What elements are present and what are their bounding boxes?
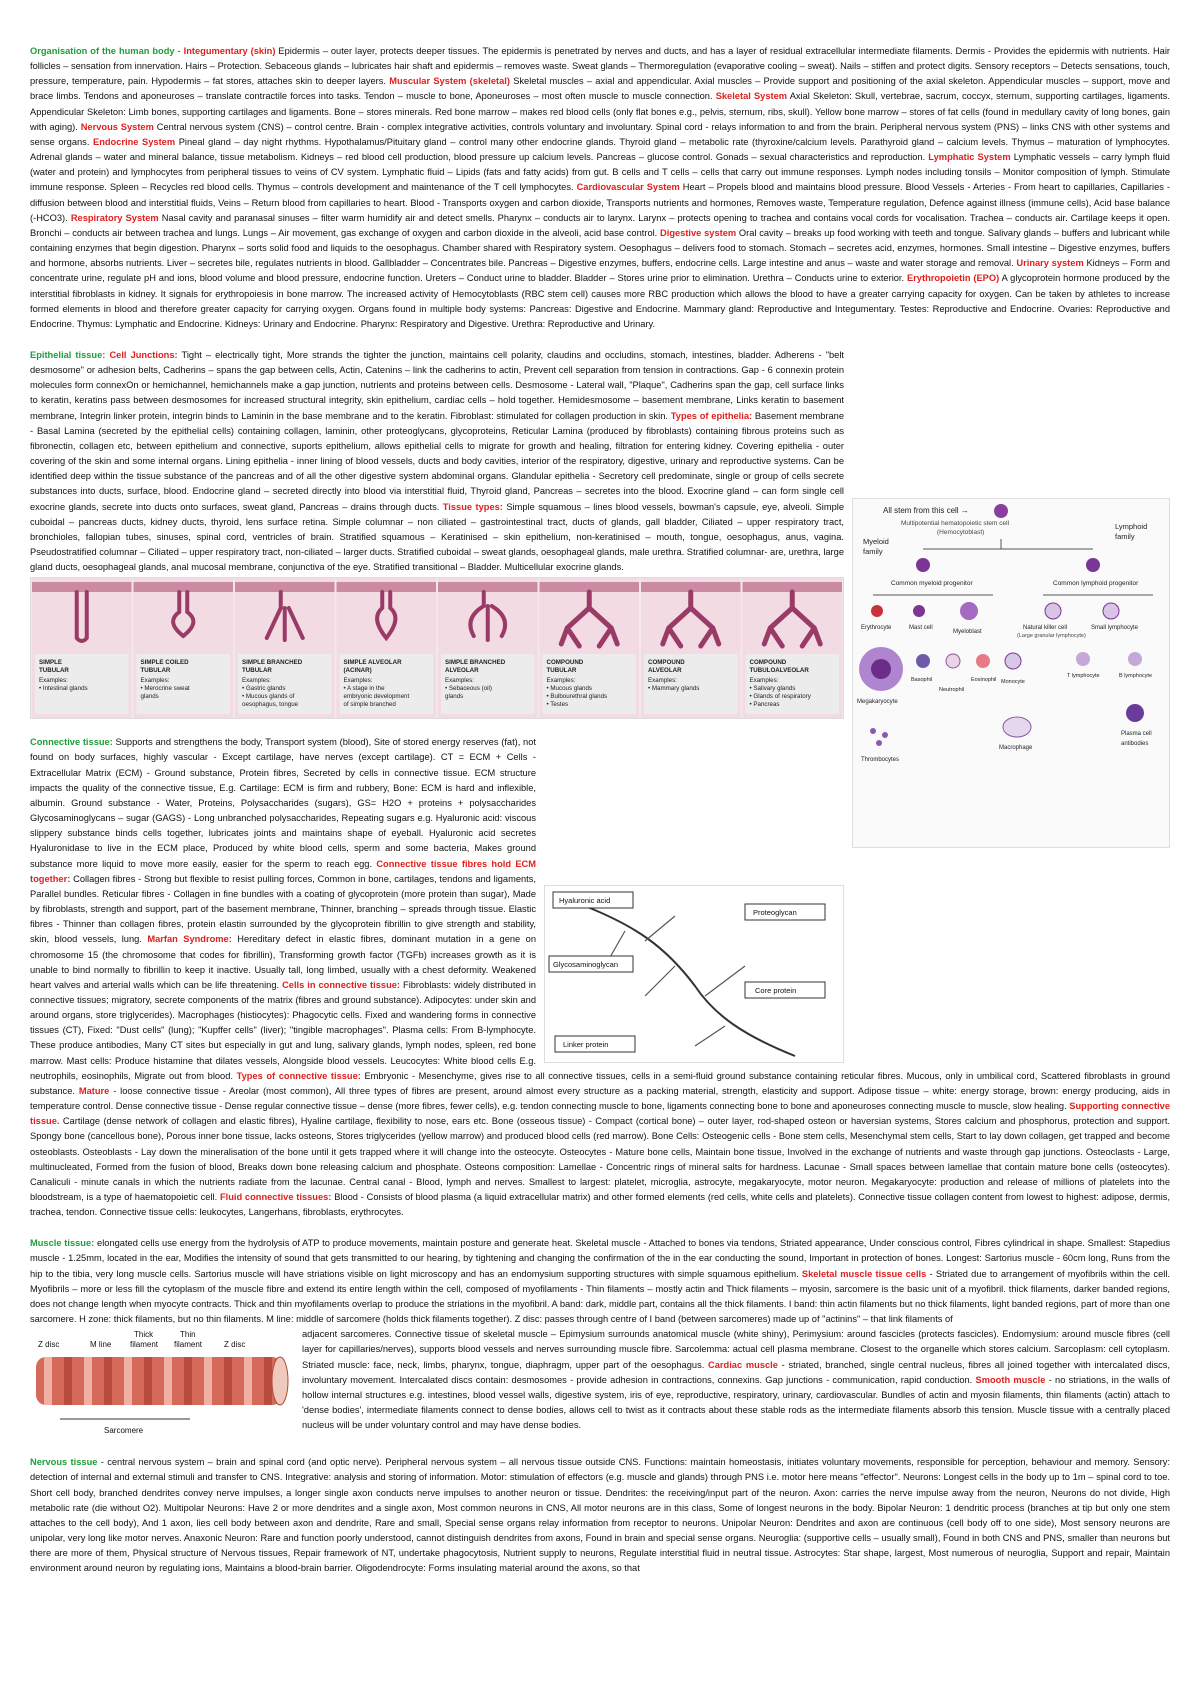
- neutrophil-icon: [946, 654, 960, 668]
- mast-label: Mast cell: [909, 624, 933, 631]
- subheading: Marfan Syndrome:: [147, 934, 232, 945]
- organisation-paragraph: Organisation of the human body - Integumentary (skin) Epidermis – outer layer, protects deeper tissues. The epidermis is penetrated by nerves and ducts, and has a layer of residual extracellular intermediate filaments. Dermis - Provides the epidermis with nutrients. Hair follicles – sensation from innervation. Hairs – Protection. Sebaceous glands – lubricates hair shaft and epidermis – removes waste. Sweat glands – Thermoregulation (evaporative cooling – sweat). Nails – stiffen and protect digits. Sensory receptors – Detects sensations, touch, pressure, temperature, pain. Hypodermis – fat stores, attaches skin to deeper layers. Muscular System (skeletal) Skeletal muscles – axial and appendicular. Axial muscles – Provide support and positioning of the axial skeleton. Appendicular muscles – support, move and brace limbs. Tendons and aponeuroses – translate contractile forces into tasks. Tendon – muscle to bone, Aponeuroses – most often muscle to muscle connection. Skeletal System Axial Skeleton: Skull, vertebrae, sacrum, coccyx, sternum, supporting cartilages, ligaments. Appendicular Skeleton: Limb bones, supporting cartilages and ligaments. Bone – stores minerals. Red bone marrow – makes red blood cells (only flat bones e.g., pelvis, sternum, ribs, skull). Yellow bone marrow – stores of fat cells (found in medullary cavity of long bones, gain with aging). Nervous System Central nervous system (CNS) – control centre. Brain - complex integrative activities, controls voluntary and involuntary. Spinal cord - relays information to and from the brain. Peripheral nervous system (PNS) – links CNS with other systems and sense organs. Endocrine System Pineal gland – day night rhythms. Hypothalamus/Pituitary gland – control many other endocrine glands. Thyroid gland – metabolic rate (thyroxine/calcium levels. Parathyroid gland – calcium levels. Thymus – maturation of lymphocytes. Adrenal glands – water and mineral balance, tissue metabolism. Kidneys – red blood cell production, blood pressure up calcium levels. Pancreas – glucose control. Gonads – sexual characteristics and reproduction. Lymphatic System Lymphatic vessels – carry lymph fluid (water and protein) and lymphocytes from peripheral tissues to veins of CV system. Lymphatic fluid – Lipids (fats and fatty acids) from gut. B cells and T cells – cells that carry out immune responses. Lymph nodes including tonsils – Monitor composition of lymph. Stimulate immune response. Spleen – Recycles red blood cells. Thymus – controls development and maintenance of the T cell lymphocytes. Cardiovascular System Heart – Propels blood and maintains blood pressure. Blood Vessels - Arteries - From heart to capillaries, Capillaries - diffusion between blood and interstitial fluids, Veins – Return blood from capillaries to heart. Blood - Transports oxygen and carbon dioxide, Transports nutrients and hormones, Removes waste, Temperature regulation, Defence against illness (immune cells), Acid base balance (-HCO3). Respiratory System Nasal cavity and paranasal sinuses – filter warm humidify air and detect smells. Pharynx – conducts air to larynx. Larynx – protects opening to trachea and contains vocal cords for vocalisation. Trachea – conducts air. Cartilage keeps it open. Bronchi – conducts air between trachea and lungs. Lungs – Air movement, gas exchange of oxygen and carbon dioxide in the alveoli, acid base control. Digestive system Oral cavity – breaks up food working with teeth and tongue. Salivary glands – buffers and lubricant while containing enzymes that begin digestion. Pharynx – sorts solid food and liquids to the oesophagus. Chamber shared with Respiratory system. Oesophagus – delivers food to stomach. Stomach – secretes acid, enzymes, hormones. Small intestine – Digestive enzymes, buffers and hormone, absorbs nutrients. Liver – secretes bile, regulates nutrients in blood. Gallbladder – Concentrates bile. Pancreas – Digestive enzymes, buffers, endocrine cells. Large intestine and anus – waste and water storage and removal. Urinary system Kidneys – Form and concentrate urine, regulate pH and ions, blood volume and blood pressure, endocrine function. Ureters – Conduct urine to bladder. Bladder – Stores urine prior to elimination. Urethra – Conducts urine to exterior. Erythropoietin (EPO) A glycoprotein hormone produced by the interstitial fibroblasts in kidney. It signals for erythropoiesis in bone marrow. The increased activity of Hemocytoblasts (RBC stem cell) causes more RBC production which allows the blood to have a greater carrying capacity for oxygen. Can be taken by athletes to increase formed elements in blood and therefore greater capacity for carrying oxygen. Organs found in multiple body systems: Pancreas: Digestive and Endocrine. Mammary gland: Reproductive and Integumentary. Testes: Reproductive and Endocrine. Ovaries: Reproductive and Endocrine. Thymus: Lymphatic and Endocrine. Kidneys: Urinary and Endocrine. Pharynx: Respiratory and Digestive. Urethra: Reproductive and Urinary.: [30, 46, 1171, 329]
- gland-subtitle: ALVEOLAR: [648, 667, 682, 675]
- gland-example: embryonic development: [343, 693, 410, 701]
- cmp-label: Common myeloid progenitor: [891, 579, 973, 587]
- body-text: - loose connective tissue - Areolar (most common), All three types of fibres are present, around almost every structure as a packing material, strength, elasticity and support. Adipose tissue – white: energy storage, brown: energy producing, aids in temperature control. Dense connective tissue - Dense regular connective tissue – dense (more fibres, fewer cells), e.g. tendon connecting muscle to bone, ligaments connecting bone to bone and aponeuroses connecting muscle to muscle, slow healing.: [30, 1085, 1170, 1112]
- gland-panel: [134, 578, 234, 718]
- gland-examples-label: Examples:: [546, 677, 576, 685]
- eosinophil-icon: [976, 654, 990, 668]
- myeloid-progenitor-icon: [916, 558, 930, 572]
- subheading: Cells in connective tissue:: [282, 979, 401, 990]
- subheading: Fluid connective tissues:: [219, 1192, 332, 1202]
- epithelium-strip: [134, 582, 234, 592]
- subheading: Cardiac muscle: [708, 1359, 778, 1370]
- gland-subtitle: TUBULOALVEOLAR: [749, 667, 809, 675]
- megakaryocyte-label: Megakaryocyte: [857, 698, 898, 705]
- gland-subtitle: (ACINAR): [343, 667, 372, 675]
- t-lymph-label: T lymphocyte: [1067, 672, 1100, 679]
- subheading: Endocrine System: [93, 136, 176, 147]
- body-text: elongated cells use energy from the hydrolysis of ATP to produce movements, maintain posture and generate heat. Skeletal muscle - Attached to bones via tendons, Striated appearance, Under conscious control, Fibres cylindrical in shape. Smallest: Stapedius muscle - 1.25mm, located in the ear, Modifies the intensity of sound that gets transmitted to our hearing, by tightening and changing the confirmation of the in the ear conducting the sound, Important in protection of bones. Longest: Sartorius muscle - 60cm long, Runs from the hip to the tibia, very long muscle cells. Sartorius muscle will have striations visible on light microscopy and has an endomysium supporting structures with simple squamous epithelium.: [30, 1238, 1170, 1279]
- epithelium-strip: [235, 582, 335, 592]
- gland-title: SIMPLE ALVEOLAR: [343, 659, 402, 667]
- lymphoid-label: Lymphoid: [1115, 521, 1148, 531]
- proteoglycan-svg: [545, 886, 843, 1062]
- body-text: Cartilage (dense network of collagen and elastic fibres), Hyaline cartilage, flexibility to nose, ears etc. Bone (osseous tissue) - Compact (cortical bone) – outer layer, rod-shaped osteon or haversian systems, Stores calcium and phosphorus, protection and support. Spongy bone (cancellous bone), Porous inner bone tissue, lacks osteons, Stores triglycerides (yellow marrow) and produced blood cells (red marrow). Bone Cells: Osteogenic cells - Bone stem cells, Mesenchymal stem cells, Start to lay down collagen, get trapped and become osteoblasts. Osteoblasts - Lay down the mineralisation of the bone until it gets trapped where it will change into the osteocyte. Osteocytes - Mature bone cells, Maintain bone tissue, Involved in the exchange of nutrients and waste through gap junctions. Osteoclasts - Large, multinucleated, Formed from the fusion of blood, Breaks down bone releasing calcium and phosphate. Osteons composition: Lamellae - Concentric rings of mineral salts for hardness. Lacunae - Small spaces between lamellae that contain mature bone cells (osteocytes). Canaliculi - minute canals in which the nutrients radiate from the lacunae. Central canal - Blood, lymph and nerves. Smallest to largest: platelet, microglia, astrocyte, megakaryocyte, motor neuron. Megakaryocyte: production and release of millions of platelets into the bloodstream, is a type of haematopoietic cell.: [30, 1116, 1170, 1202]
- hyaluronic-label: Hyaluronic acid: [559, 896, 611, 906]
- gag-label: Glycosaminoglycan: [553, 960, 619, 970]
- body-text: Nasal cavity and paranasal sinuses – filter warm humidify air and detect smells. Pharynx – conducts air to larynx. Larynx – protects opening to trachea and contains vocal cords for vocalisation. Trachea – conducts air. Cartilage keeps it open. Bronchi – conducts air between trachea and lungs. Lungs – Air movement, gas exchange of oxygen and carbon dioxide in the alveoli, acid base control.: [30, 212, 1171, 238]
- body-text: Lymphatic vessels – carry lymph fluid (water and protein) and lymphocytes from peripheral tissues to veins of CV system. Lymphatic fluid – Lipids (fats and fatty acids) from gut. B cells and T cells – cells that carry out immune responses. Lymph nodes including tonsils – Monitor composition of lymph. Stimulate immune response. Spleen – Recycles red blood cells. Thymus – controls development and maintenance of the T cell lymphocytes.: [30, 152, 1170, 193]
- basophil-label: Basophil: [911, 676, 933, 683]
- gland-example: • Salivary glands: [749, 685, 796, 693]
- gland-examples-label: Examples:: [39, 677, 68, 685]
- thin-label: Thin: [180, 1330, 196, 1340]
- clp-label: Common lymphoid progenitor: [1053, 579, 1139, 587]
- subheading: Lymphatic System: [928, 152, 1011, 163]
- body-text: Fibroblasts: widely distributed in connective tissues; migratory, secrete components of the matrix (fibres and ground substance). Adipocytes: under skin and around organs, store triglycerides). Macrophages (histiocytes): Phagocytic cells. Fixed and wandering forms in connective tissues (CT), Fixed: "Dust cells" (lung); "Kupffer cells" (liver); "tingible macrophages". Plasma cells: From B-lymphocyte. These produce antibodies, Many CT sites but especially in gut and lung, salivary glands, lymph nodes, spleen, red bone marrow. Mast cells: Produce histamine that dilates vessels, Alongside blood vessels. Leucocytes: White blood cells E.g. neutrophils, eosinophils, Migrate out from blood.: [30, 979, 536, 1081]
- section-heading: Epithelial tissue:: [30, 349, 106, 360]
- gland-title: SIMPLE: [39, 659, 63, 667]
- body-text: Collagen fibres - Strong but flexible to resist pulling forces, Common in bone, cartilages, tendons and ligaments, Parallel bundles. Reticular fibres - Collagen in fine bundles with a coating of glycoprotein (more protein than sugar), Made by fibroblasts, strength and support, part of the basement membrane, Thinner, branching – spreads through tissue. Elastic fibres - Thinner than collagen fibres, protein elastin surrounded by the glycoprotein fibrillin to give strength and stability, skin, blood vessels, lung.: [30, 873, 537, 945]
- muscle-paragraph: [30, 1236, 1170, 1327]
- plasma-cell-icon: [1126, 704, 1144, 722]
- proteoglycan-diagram: [544, 885, 844, 1063]
- sarcomere-band: [44, 1357, 52, 1405]
- fibre-end: [272, 1357, 288, 1405]
- thrombocyte-icon: [870, 728, 876, 734]
- sarcomere-band: [204, 1357, 212, 1405]
- epithelium-strip: [337, 582, 437, 592]
- gland-example: • Glands of respiratory: [749, 693, 811, 701]
- stem-label-2: Multipotential hematopoietic stem cell: [901, 519, 1010, 527]
- basophil-icon: [916, 654, 930, 668]
- myeloblast-icon: [960, 602, 978, 620]
- gland-title: SIMPLE BRANCHED: [242, 659, 303, 667]
- subheading: Skeletal System: [715, 91, 788, 102]
- gland-examples-label: Examples:: [140, 677, 170, 685]
- b-lymph-label: B lymphocyte: [1119, 672, 1153, 679]
- gland-panel: [743, 578, 843, 718]
- connective-section: [30, 735, 1170, 1220]
- sarcomere-band: [64, 1357, 72, 1405]
- body-text: Embryonic - Mesenchyme, gives rise to all connective tissues, cells in a semi-fluid ground substance containing reticular fibres. Mucous, only in umbilical cord, Scattered fibroblasts in ground substance.: [30, 1070, 1170, 1096]
- myeloblast-label: Myeloblast: [953, 628, 982, 635]
- section-heading: Organisation of the human body: [30, 46, 175, 56]
- gland-title: SIMPLE BRANCHED: [445, 659, 506, 667]
- gland-panels: [32, 578, 842, 718]
- body-text: Axial Skeleton: Skull, vertebrae, sacrum, coccyx, sternum, supporting cartilages, ligaments. Appendicular Skeleton: Limb bones, supporting cartilages and ligaments. Bone – stores minerals. Red bone marrow – makes red blood cells (only flat bones e.g., pelvis, sternum, ribs, skull). Yellow bone marrow – stores of fat cells (found in medullary cavity of long bones, gain with aging).: [30, 91, 1170, 132]
- gland-example: • Mammary glands: [648, 685, 700, 693]
- sarcomere-diagram: [30, 1327, 292, 1439]
- sarcomere-band: [244, 1357, 252, 1405]
- epithelium-strip: [32, 582, 132, 592]
- sarcomere-band: [264, 1357, 272, 1405]
- gland-subtitle: ALVEOLAR: [445, 667, 479, 675]
- mast-cell-icon: [913, 605, 925, 617]
- gland-examples-label: Examples:: [343, 677, 373, 685]
- gland-example: glands: [140, 693, 159, 701]
- epithelium-strip: [438, 582, 538, 592]
- gland-example: • Intestinal glands: [39, 685, 88, 693]
- section-heading: Connective tissue:: [30, 737, 113, 748]
- z-disc-label-2: Z disc: [224, 1340, 246, 1350]
- z-disc-label: Z disc: [38, 1340, 60, 1350]
- gland-example: • Merocrine sweat: [140, 685, 190, 693]
- body-text: Epidermis – outer layer, protects deeper tissues. The epidermis is penetrated by nerves and ducts, and has a layer of residual extracellular intermediate filaments. Dermis - Provides the epidermis with nutrients. Hair follicles – sensation from innervation. Hairs – Protection. Sebaceous glands – lubricates hair shaft and epidermis – removes waste. Sweat glands – Thermoregulation (evaporative cooling – sweat). Nails – stiffen and protect digits. Sensory receptors – Detects sensations, touch, pressure, temperature, pain. Hypodermis – fat stores, attaches skin to deeper layers.: [30, 46, 1171, 87]
- body-text: Supports and strengthens the body, Transport system (blood), Site of stored energy reserves (fat), not found on body surfaces, highly vascular - Except cartilage, have nerves (except cartilage). CT = ECM + Cells - Extracellular Matrix (ECM) - Ground substance, Protein fibres, Secreted by cells in connective tissue. ECM structure impacts the quality of the connective tissue, E.g. Cartilage: ECM is firm and rubbery, Bone: ECM is hard and inflexible, albumin. Ground substance - Water, Proteins, Polysaccharides (sugars), GS= H2O + proteins + polysaccharides Glycosaminoglycans – sugar (GAGS) - Long unbranched polysaccharides, Repeating sugars e.g. Hyaluronic acid: viscous slippery substance binds cells together, lubricates joints and maintains shape of eyeball. Hyaluronic acid secretes Hyaluronidase to live in the ECM place, Produced by white blood cells, sperm and some bacteria, Makes ground substance more liquid to move more easily, easier for the sperm to reach egg.: [30, 737, 536, 869]
- sarcomere-band: [124, 1357, 132, 1405]
- thin-label-2: filament: [174, 1340, 203, 1350]
- sarcomere-band: [104, 1357, 112, 1405]
- gland-example: oesophagus, tongue: [242, 701, 299, 709]
- stem-label: All stem from this cell →: [883, 505, 969, 515]
- lymphoid-label-2: family: [1115, 531, 1135, 541]
- body-text: - no striations, in the walls of hollow internal structures e.g. intestines, blood vessel walls, digestive system, iris of eye, reproductive, respiratory, urinary, cardiovascular. Bundles of actin and myosin filaments, thin filaments (actin) attach to 'dense bodies', intermediate filaments connect to dense bodies, allows cell to twist as it contracts about these stable rods as the intermediate filaments absorb this tension. Muscle tissue with a centrally placed nucleus will be under voluntary control and may have dense bodies.: [302, 1374, 1171, 1431]
- gland-example: • Pancreas: [749, 701, 780, 709]
- body-text: Skeletal muscles – axial and appendicular. Axial muscles – Provide support and positioning of the axial skeleton. Appendicular muscles – support, move and brace limbs. Tendons and aponeuroses – translate contractile forces into tasks. Tendon – muscle to bone, Aponeuroses – most often muscle to muscle connection.: [30, 76, 1170, 102]
- subheading: Cell Junctions:: [109, 349, 178, 360]
- gland-examples-label: Examples:: [648, 677, 677, 685]
- gland-examples-label: Examples:: [242, 677, 271, 685]
- myeloid-label-2: family: [863, 546, 883, 556]
- body-text: Central nervous system (CNS) – control centre. Brain - complex integrative activities, controls voluntary and involuntary. Spinal cord - relays information to and from the brain. Peripheral nervous system (PNS) – links CNS with other systems and sense organs.: [30, 121, 1170, 147]
- proteoglycan-label: Proteoglycan: [753, 908, 797, 918]
- nervous-paragraph: [30, 1455, 1170, 1576]
- core-protein-branches: [605, 916, 745, 1046]
- m-line-label: M line: [90, 1340, 112, 1350]
- erythrocyte-icon: [871, 605, 883, 617]
- small-lymphocyte-icon: [1103, 603, 1119, 619]
- thick-label-2: filament: [130, 1340, 159, 1350]
- body-text: adjacent sarcomeres. Connective tissue of skeletal muscle – Epimysium surrounds anatomical muscle (white shiny), Perimysium: around fascicles (protects fascicles). Endomysium: around muscle fibres (cell layer for capillaries/nerves), supports blood vessels and nerves surrounding muscle fibre. Sarcolemma: actual cell plasma membrane. Closest to the organelle which stores calcium. Sarcoplasm: cell cytoplasm. Striated muscle: face, neck, limbs, pharynx, tongue, diaphragm, upper part of the oesophagus.: [302, 1329, 1170, 1370]
- gland-subtitle: TUBULAR: [39, 667, 69, 675]
- sarcomere-band: [164, 1357, 172, 1405]
- monocyte-label: Monocyte: [1001, 678, 1025, 685]
- sarcomere-label: Sarcomere: [104, 1426, 144, 1436]
- body-text: Blood - Consists of blood plasma (a liquid extracellular matrix) and other formed elements (red cells, white cells and platelets). Connective tissue collagen content from lowest to highest: adipose, dermis, trachea, tendon. Connective tissue cells: leukocytes, Langerhans, fibroblasts, erythrocytes.: [30, 1192, 1171, 1218]
- section-heading: Muscle tissue:: [30, 1238, 95, 1249]
- nk-label-2: (Large granular lymphocyte): [1017, 632, 1086, 639]
- gland-subtitle: TUBULAR: [546, 667, 577, 675]
- eosinophil-label: Eosinophil: [971, 676, 997, 683]
- gland-example: • Bulbourethral glands: [546, 693, 608, 701]
- body-text: Kidneys – Form and concentrate urine, regulate pH and ions, blood volume and blood pressure, endocrine function. Ureters – Conduct urine to bladder. Bladder – Stores urine prior to elimination. Urethra – Conducts urine to exterior.: [30, 258, 1170, 284]
- neutrophil-label: Neutrophil: [939, 686, 965, 693]
- gland-panel: [235, 578, 335, 718]
- body-text: Basement membrane - Basal Lamina (secreted by the epithelial cells) containing collagen, laminin, other proteoglycans, glycoproteins, Reticular Lamina (produced by fibroblasts) containing fibrous proteins such as fibronectin, collagen etc, between epithelium and connective, suports epithelium, allows epithelial cells to migrate for growth and healing, filtration for entering kidney. Covering epithelia - outer covering of the skin and some internal organs. Lining epithelia - inner lining of blood vessels, ducts and body cavities, interior of the respiratory, digestive, urinary and reproductive systems. Can be identified deep within the tissue substance of the pancreas and of all the other digestive system abdominal organs. Glandular epithelia - Secretory cell predominate, single or group of cells secrete substances into ducts, surface, blood. Endocrine gland – secreted directly into blood via interstitial fluid, Thyroid gland, Pancreas – secretes into the blood. Exocrine gland – can form single cell exocrine glands, secrete into ducts onto surfaces, sweat gland, Pancreas – drains through ducts.: [30, 410, 845, 512]
- gland-example: • A stage in the: [343, 685, 385, 693]
- macrophage-icon: [1003, 717, 1031, 737]
- sarcomere-band: [144, 1357, 152, 1405]
- body-text: Tight – electrically tight, More strands the tighter the junction, maintains cell polarity, claudins and occludins, stomach, intestines, bladder. Adherens - "belt desmosome" or adhesion belts, Cadherins – spans the gap between cells, Actin, Catenins – link the cadherins to actin, Prevent cell separation from tension in contractions. Gap - 6 connexin protein molecules form connexOn or hemichannel, hemichannels make a gap junction, nutrients and proteins between cells. Desmosome - Lateral wall, "Plaque", Cadherins span the gap, cell surface links to keratin, keratins pass between desmosomes for increased structural integrity, skin epithelium, cardiac cells – hold together. Hemidesmosome – basement membrane, Links keratin to basement membrane, Integrin linker protein, integrin binds to Laminin in the base membrane and to the keratin. Fibroblast: stimulated for collagen production in skin.: [30, 349, 844, 421]
- subheading: Nervous System: [80, 121, 154, 132]
- megakaryocyte-nucleus-icon: [871, 659, 891, 679]
- body-text: Simple squamous – lines blood vessels, bowman's capsule, eye, alveoli. Simple cuboidal – pancreas ducts, kidney ducts, thyroid, lens surface retina. Simple columnar – non ciliated – gastrointestinal tract, ducts of glands, gall bladder, Ciliated – upper respiratory tract, bronchioles, fallopian tubes, sinuses, spinal cord, ventricles of brain. Stratified squamous – Keratinised – skin epithelium, non-keratinised –: [30, 501, 844, 542]
- sarcomere-band: [224, 1357, 232, 1405]
- subheading: Cardiovascular System: [576, 182, 680, 193]
- document-page: [30, 44, 1170, 1577]
- body-text: A glycoprotein hormone produced by the interstitial fibroblasts in kidney. It signals for erythropoiesis in bone marrow. The increased activity of Hemocytoblasts (RBC stem cell) causes more RBC production which allows the blood to have a greater carrying capacity for oxygen. Can be taken by athletes to increase formed elements in blood and therefore greater capacity for carrying oxygen. Organs found in multiple body systems: Pancreas: Digestive and Endocrine. Mammary gland: Reproductive and Integumentary. Testes: Reproductive and Endocrine. Ovaries: Reproductive and Endocrine. Thymus: Lymphatic and Endocrine. Kidneys: Urinary and Endocrine. Pharynx: Respiratory and Digestive. Urethra: Reproductive and Urinary.: [30, 273, 1170, 329]
- gland-panel: [438, 578, 538, 718]
- body-text: Hereditary defect in elastic fibres, dominant mutation in a gene on chromosome 15 (the chromosome that codes for fibrillin), Transforming growth factor (TGFb) increases growth as it is unable to bind normally to fibrillin to keep it inactive. Usually tall, long limbed, usually with a chest deformity. Weakened heart valves and arterial walls which can be life threatening.: [30, 934, 536, 990]
- sarcomere-svg: [30, 1327, 292, 1439]
- subheading: Connective tissue fibres hold ECM together:: [30, 858, 536, 884]
- macrophage-label: Macrophage: [999, 744, 1033, 751]
- b-lymphocyte-icon: [1128, 652, 1142, 666]
- subheading: Tissue types:: [442, 501, 503, 512]
- gland-panel: [337, 578, 437, 718]
- sarcomere-band: [84, 1357, 92, 1405]
- subheading: Respiratory System: [70, 212, 159, 223]
- gland-title: COMPOUND: [749, 659, 787, 667]
- gland-examples-label: Examples:: [749, 677, 779, 685]
- body-text: Pineal gland – day night rhythms. Hypothalamus/Pituitary gland – control many other endocrine glands. Thyroid gland – metabolic rate (thyroxine/calcium levels. Parathyroid gland – calcium levels. Thymus – maturation of lymphocytes. Adrenal glands – water and mineral balance, tissue metabolism. Kidneys – red blood cell production, blood pressure up calcium levels. Pancreas – glucose control. Gonads – sexual characteristics and reproduction.: [30, 136, 1171, 163]
- subheading: Types of epithelia:: [670, 410, 753, 421]
- gland-title: SIMPLE COILED: [140, 659, 189, 667]
- gland-subtitle: TUBULAR: [140, 667, 171, 675]
- body-text: mouth, tongue, oesophagus, anus, vagina. Pseudostratified columnar – Ciliated – upper respiratory tract, non-ciliated – larger ducts. Stratified cuboidal – sweat glands, oesophageal glands, male urethra. Stratified columnar- are, urethra, large gland ducts, oesophageal glands, anal mucosal membrane, conjunctiva of the eye. Stratified transitional – Bladder. Multicellular exocrine glands.: [30, 531, 844, 573]
- subheading: Mature: [78, 1085, 110, 1096]
- lymphoid-progenitor-icon: [1086, 558, 1100, 572]
- thick-label: Thick: [134, 1330, 154, 1340]
- body-text: Oral cavity – breaks up food working with teeth and tongue. Salivary glands – buffers and lubricant while containing enzymes that begin digestion. Pharynx – sorts solid food and liquids to the oesophagus. Chamber shared with Respiratory system. Oesophagus – delivers food to stomach. Stomach – secretes acid, enzymes, hormones. Small intestine – Digestive enzymes, buffers and hormone, absorbs nutrients. Liver – secretes bile, regulates nutrients in blood. Gallbladder – Concentrates bile. Pancreas – Digestive enzymes, buffers, endocrine cells. Large intestine and anus – waste and water storage and removal.: [30, 227, 1170, 269]
- hyaluronic-chain: [585, 906, 795, 1056]
- gland-example: • Testes: [546, 701, 569, 709]
- gland-subtitle: TUBULAR: [242, 667, 272, 675]
- glands-svg: [31, 578, 843, 718]
- subheading: Digestive system: [660, 227, 737, 238]
- body-text: - Striated due to arrangement of myofibrils within the cell. Myofibrils – more or less fill the cytoplasm of the muscle fibre and extend its entire length within the cell, composed of myofilaments - Thin filaments – mostly actin and Thick filaments – myosin, sarcomere is the basic unit of a myofibril. thick filaments, darker banded regions, does not change length when myocyte contracts. Thick and thin myofilaments overlap to produce the striations in the myofibril. A band: dark, middle part, contains all the thick filaments. I band: thin actin filaments but no thick filaments, light banded regions, part of more than one sarcomere. H zone: thick filaments, but no thin filaments. M line: middle of sarcomere (holds thick filaments together). Z disc: passes through centre of I band (between sarcomeres) made up of "actinins" – that link filaments of: [30, 1268, 1170, 1325]
- nk-cell-icon: [1045, 603, 1061, 619]
- core-label: Core protein: [755, 986, 797, 996]
- gland-panel: [641, 578, 741, 718]
- stem-label-3: (Hemocytoblast): [937, 528, 985, 536]
- gland-example: of simple branched: [343, 701, 396, 709]
- body-text: Heart – Propels blood and maintains blood pressure. Blood Vessels - Arteries - From heart to capillaries, Capillaries - diffusion between blood and interstitial fluids, Veins – Return blood from capillaries to heart. Blood - Transports oxygen and carbon dioxide, Transports nutrients and hormones, Removes waste, Temperature regulation, Defence against illness (immune cells), Acid base balance (-HCO3).: [30, 182, 1170, 223]
- gland-title: COMPOUND: [648, 659, 685, 667]
- subheading: Supporting connective tissue.: [30, 1101, 1170, 1127]
- gland-examples-label: Examples:: [445, 677, 474, 685]
- section-heading: Nervous tissue: [30, 1457, 98, 1468]
- sarcomere-band: [184, 1357, 192, 1405]
- body-text: - striated, branched, single central nucleus, fibres all joined together with intercalated discs, involuntary movement. Intercalated discs contain: desmosomes - provide adhesion in contractions, connexins. Gap junctions - communication, rapid conduction.: [302, 1359, 1170, 1385]
- subheading: Integumentary (skin): [183, 46, 276, 56]
- monocyte-icon: [1005, 653, 1021, 669]
- subheading: Smooth muscle: [975, 1374, 1046, 1385]
- subheading: Types of connective tissue:: [236, 1070, 361, 1081]
- gland-panel: [540, 578, 640, 718]
- linker-label: Linker protein: [563, 1040, 609, 1050]
- t-lymphocyte-icon: [1076, 652, 1090, 666]
- myeloid-label: Myeloid: [863, 536, 889, 546]
- nk-label: Natural killer cell: [1023, 624, 1068, 631]
- small-lymph-label: Small lymphocyte: [1091, 624, 1139, 631]
- gland-example: • Sebaceous (oil): [445, 685, 492, 693]
- muscle-section: [30, 1236, 1170, 1439]
- exocrine-glands-figure: [30, 577, 844, 719]
- plasma-label: Plasma cell: [1121, 730, 1152, 737]
- body-text: - central nervous system – brain and spinal cord (and optic nerve). Peripheral nervous system – all nervous tissue outside CNS. Functions: maintain homeostasis, initiates voluntary movements, responsible for perception, behaviour and memory. Sensory: detection of internal and external stimuli and transfer to CNS. Integrative: analysis and storing of information. Motor: stimulation of effectors (e.g. muscle and glands) through PNS i.e. motor here means "effector". Neurons: Longest cells in the body up to 1m – spinal cord to toe. Short cell body, branched dendrites convey nerve impulses, a longer single axon conducts nerve impulses to another neuron or tissue. Dendrites: the receiving/input part of the neuron. Axon: carries the nerve impulse away from the neuron, Neurons do not divide, High metabolic rate (die without O2). Multipolar Neurons: Have 2 or more dendrites and a single axon, Most common neurons in CNS, All motor neurons are in this class, Some of longest neurons in the body. Bipolar Neuron: 1 dendritic process (branches at tip but only one stem attaches to the cell body), And 1 axon, lies cell body between axon and dendrite, Rare and small, Special sense organs relay information from receptor to neurons. Unipolar Neuron: Dendrites and axon are continuous (cell body off to one side), Most sensory neurons are unipolar, very long like motor nerves. Anaxonic Neuron: Rare and function poorly understood, cannot distinguish dendrites from axons, Found in brain and special sense organs. Neuroglia: (supportive cells – usually small), Found in both CNS and PNS, smaller than neurons but there are more of them, Physical structure of Nervous tissues, Repair framework of NT, undertake phagocytosis, Nutrient supply to neurons, Regulate interstitial fluid in neutral tissue. Astrocytes: Star shape, largest, Most numerous of neuroglia, Support and repair, Maintain environment around neuron by regulating ions, Maintains a blood-brain barrier. Oligodendrocyte: Forms insulating material around the axons, so that: [30, 1457, 1170, 1574]
- subheading: Urinary system: [1016, 258, 1084, 269]
- gland-example: • Mucous glands of: [242, 693, 295, 701]
- subheading: Muscular System (skeletal): [389, 76, 510, 87]
- gland-title: COMPOUND: [546, 659, 584, 667]
- gland-example: • Gastric glands: [242, 685, 286, 693]
- subheading: Skeletal muscle tissue cells: [801, 1268, 927, 1279]
- gland-example: glands: [445, 693, 464, 701]
- gland-panel: [32, 578, 132, 718]
- erythrocyte-label: Erythrocyte: [861, 624, 892, 631]
- gland-example: • Mucous glands: [546, 685, 593, 693]
- subheading: Erythropoietin (EPO): [906, 273, 1000, 284]
- stem-cell-icon: [994, 504, 1008, 518]
- thrombocytes-label: Thrombocytes: [861, 756, 900, 763]
- antibodies-label: antibodies: [1121, 740, 1149, 747]
